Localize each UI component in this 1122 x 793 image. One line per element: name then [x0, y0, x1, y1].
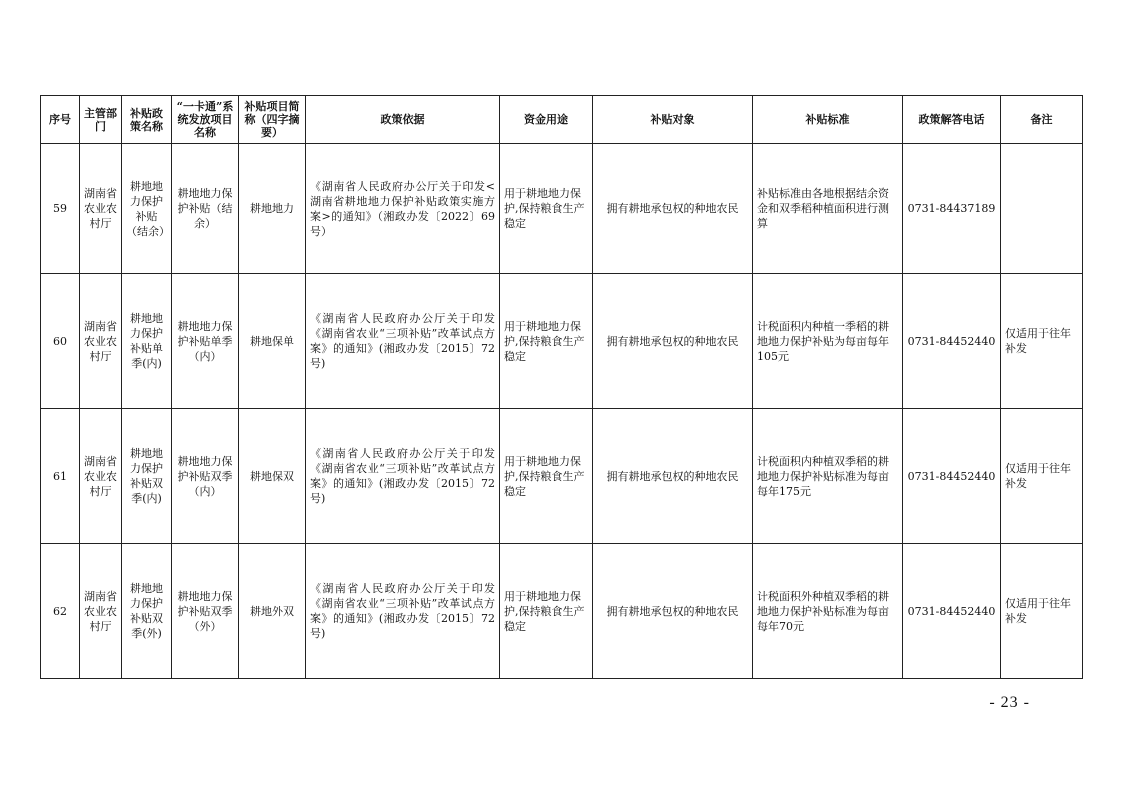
- header-dept: 主管部门: [80, 96, 122, 144]
- table-row: [41, 144, 1083, 274]
- header-target: 补贴对象: [593, 96, 753, 144]
- cell-target: 拥有耕地承包权的种地农民: [593, 274, 753, 409]
- cell-usage: 用于耕地地力保护,保持粮食生产稳定: [500, 544, 593, 679]
- cell-system-name: 耕地地力保护补贴单季（内）: [172, 274, 239, 409]
- cell-dept: 湖南省农业农村厅: [80, 274, 122, 409]
- cell-target: 拥有耕地承包权的种地农民: [593, 144, 753, 274]
- cell-dept: 湖南省农业农村厅: [80, 544, 122, 679]
- cell-seq: 60: [41, 274, 80, 409]
- table-header: [41, 96, 1083, 144]
- cell-phone: 0731-84437189: [903, 144, 1001, 274]
- cell-abbr: 耕地保单: [239, 274, 306, 409]
- header-row: [41, 96, 1083, 144]
- header-system-name: “一卡通”系统发放项目名称: [172, 96, 239, 144]
- table-row: [41, 274, 1083, 409]
- page-number: - 23 -: [989, 694, 1030, 711]
- header-standard: 补贴标准: [753, 96, 903, 144]
- cell-standard: 计税面积内种植一季稻的耕地地力保护补贴为每亩每年105元: [753, 274, 903, 409]
- header-usage: 资金用途: [500, 96, 593, 144]
- table-row: [41, 544, 1083, 679]
- cell-dept: 湖南省农业农村厅: [80, 409, 122, 544]
- cell-target: 拥有耕地承包权的种地农民: [593, 409, 753, 544]
- header-remark: 备注: [1001, 96, 1083, 144]
- cell-abbr: 耕地外双: [239, 544, 306, 679]
- cell-phone: 0731-84452440: [903, 409, 1001, 544]
- cell-remark: 仅适用于往年补发: [1001, 274, 1083, 409]
- cell-usage: 用于耕地地力保护,保持粮食生产稳定: [500, 409, 593, 544]
- cell-basis: 《湖南省人民政府办公厅关于印发《湖南省农业“三项补贴”改革试点方案》的通知》(湘政办发〔2015〕72号): [306, 544, 500, 679]
- cell-usage: 用于耕地地力保护,保持粮食生产稳定: [500, 144, 593, 274]
- cell-phone: 0731-84452440: [903, 274, 1001, 409]
- cell-basis: 《湖南省人民政府办公厅关于印发<湖南省耕地地力保护补贴政策实施方案>的通知》（湘政办发〔2022〕69号）: [306, 144, 500, 274]
- header-abbr: 补贴项目简称（四字摘要）: [239, 96, 306, 144]
- cell-policy-name: 耕地地力保护补贴双季(外): [122, 544, 172, 679]
- cell-policy-name: 耕地地力保护补贴双季(内): [122, 409, 172, 544]
- header-phone: 政策解答电话: [903, 96, 1001, 144]
- cell-standard: 计税面积外种植双季稻的耕地地力保护补贴标准为每亩每年70元: [753, 544, 903, 679]
- cell-system-name: 耕地地力保护补贴（结余）: [172, 144, 239, 274]
- cell-basis: 《湖南省人民政府办公厅关于印发《湖南省农业“三项补贴”改革试点方案》的通知》(湘政办发〔2015〕72号): [306, 409, 500, 544]
- cell-policy-name: 耕地地力保护补贴（结余）: [122, 144, 172, 274]
- header-seq: 序号: [41, 96, 80, 144]
- table-row: [41, 409, 1083, 544]
- cell-remark: 仅适用于往年补发: [1001, 544, 1083, 679]
- cell-standard: 计税面积内种植双季稻的耕地地力保护补贴标准为每亩每年175元: [753, 409, 903, 544]
- cell-dept: 湖南省农业农村厅: [80, 144, 122, 274]
- cell-seq: 59: [41, 144, 80, 274]
- cell-target: 拥有耕地承包权的种地农民: [593, 544, 753, 679]
- cell-phone: 0731-84452440: [903, 544, 1001, 679]
- policy-table: [40, 95, 1083, 679]
- cell-remark: 仅适用于往年补发: [1001, 409, 1083, 544]
- cell-basis: 《湖南省人民政府办公厅关于印发《湖南省农业“三项补贴”改革试点方案》的通知》(湘政办发〔2015〕72号): [306, 274, 500, 409]
- cell-seq: 62: [41, 544, 80, 679]
- cell-seq: 61: [41, 409, 80, 544]
- cell-usage: 用于耕地地力保护,保持粮食生产稳定: [500, 274, 593, 409]
- cell-abbr: 耕地地力: [239, 144, 306, 274]
- cell-abbr: 耕地保双: [239, 409, 306, 544]
- header-policy-name: 补贴政策名称: [122, 96, 172, 144]
- cell-system-name: 耕地地力保护补贴双季（内）: [172, 409, 239, 544]
- table-body: [41, 144, 1083, 679]
- cell-policy-name: 耕地地力保护补贴单季(内): [122, 274, 172, 409]
- cell-remark: [1001, 144, 1083, 274]
- cell-system-name: 耕地地力保护补贴双季（外）: [172, 544, 239, 679]
- cell-standard: 补贴标准由各地根据结余资金和双季稻种植面积进行测算: [753, 144, 903, 274]
- header-basis: 政策依据: [306, 96, 500, 144]
